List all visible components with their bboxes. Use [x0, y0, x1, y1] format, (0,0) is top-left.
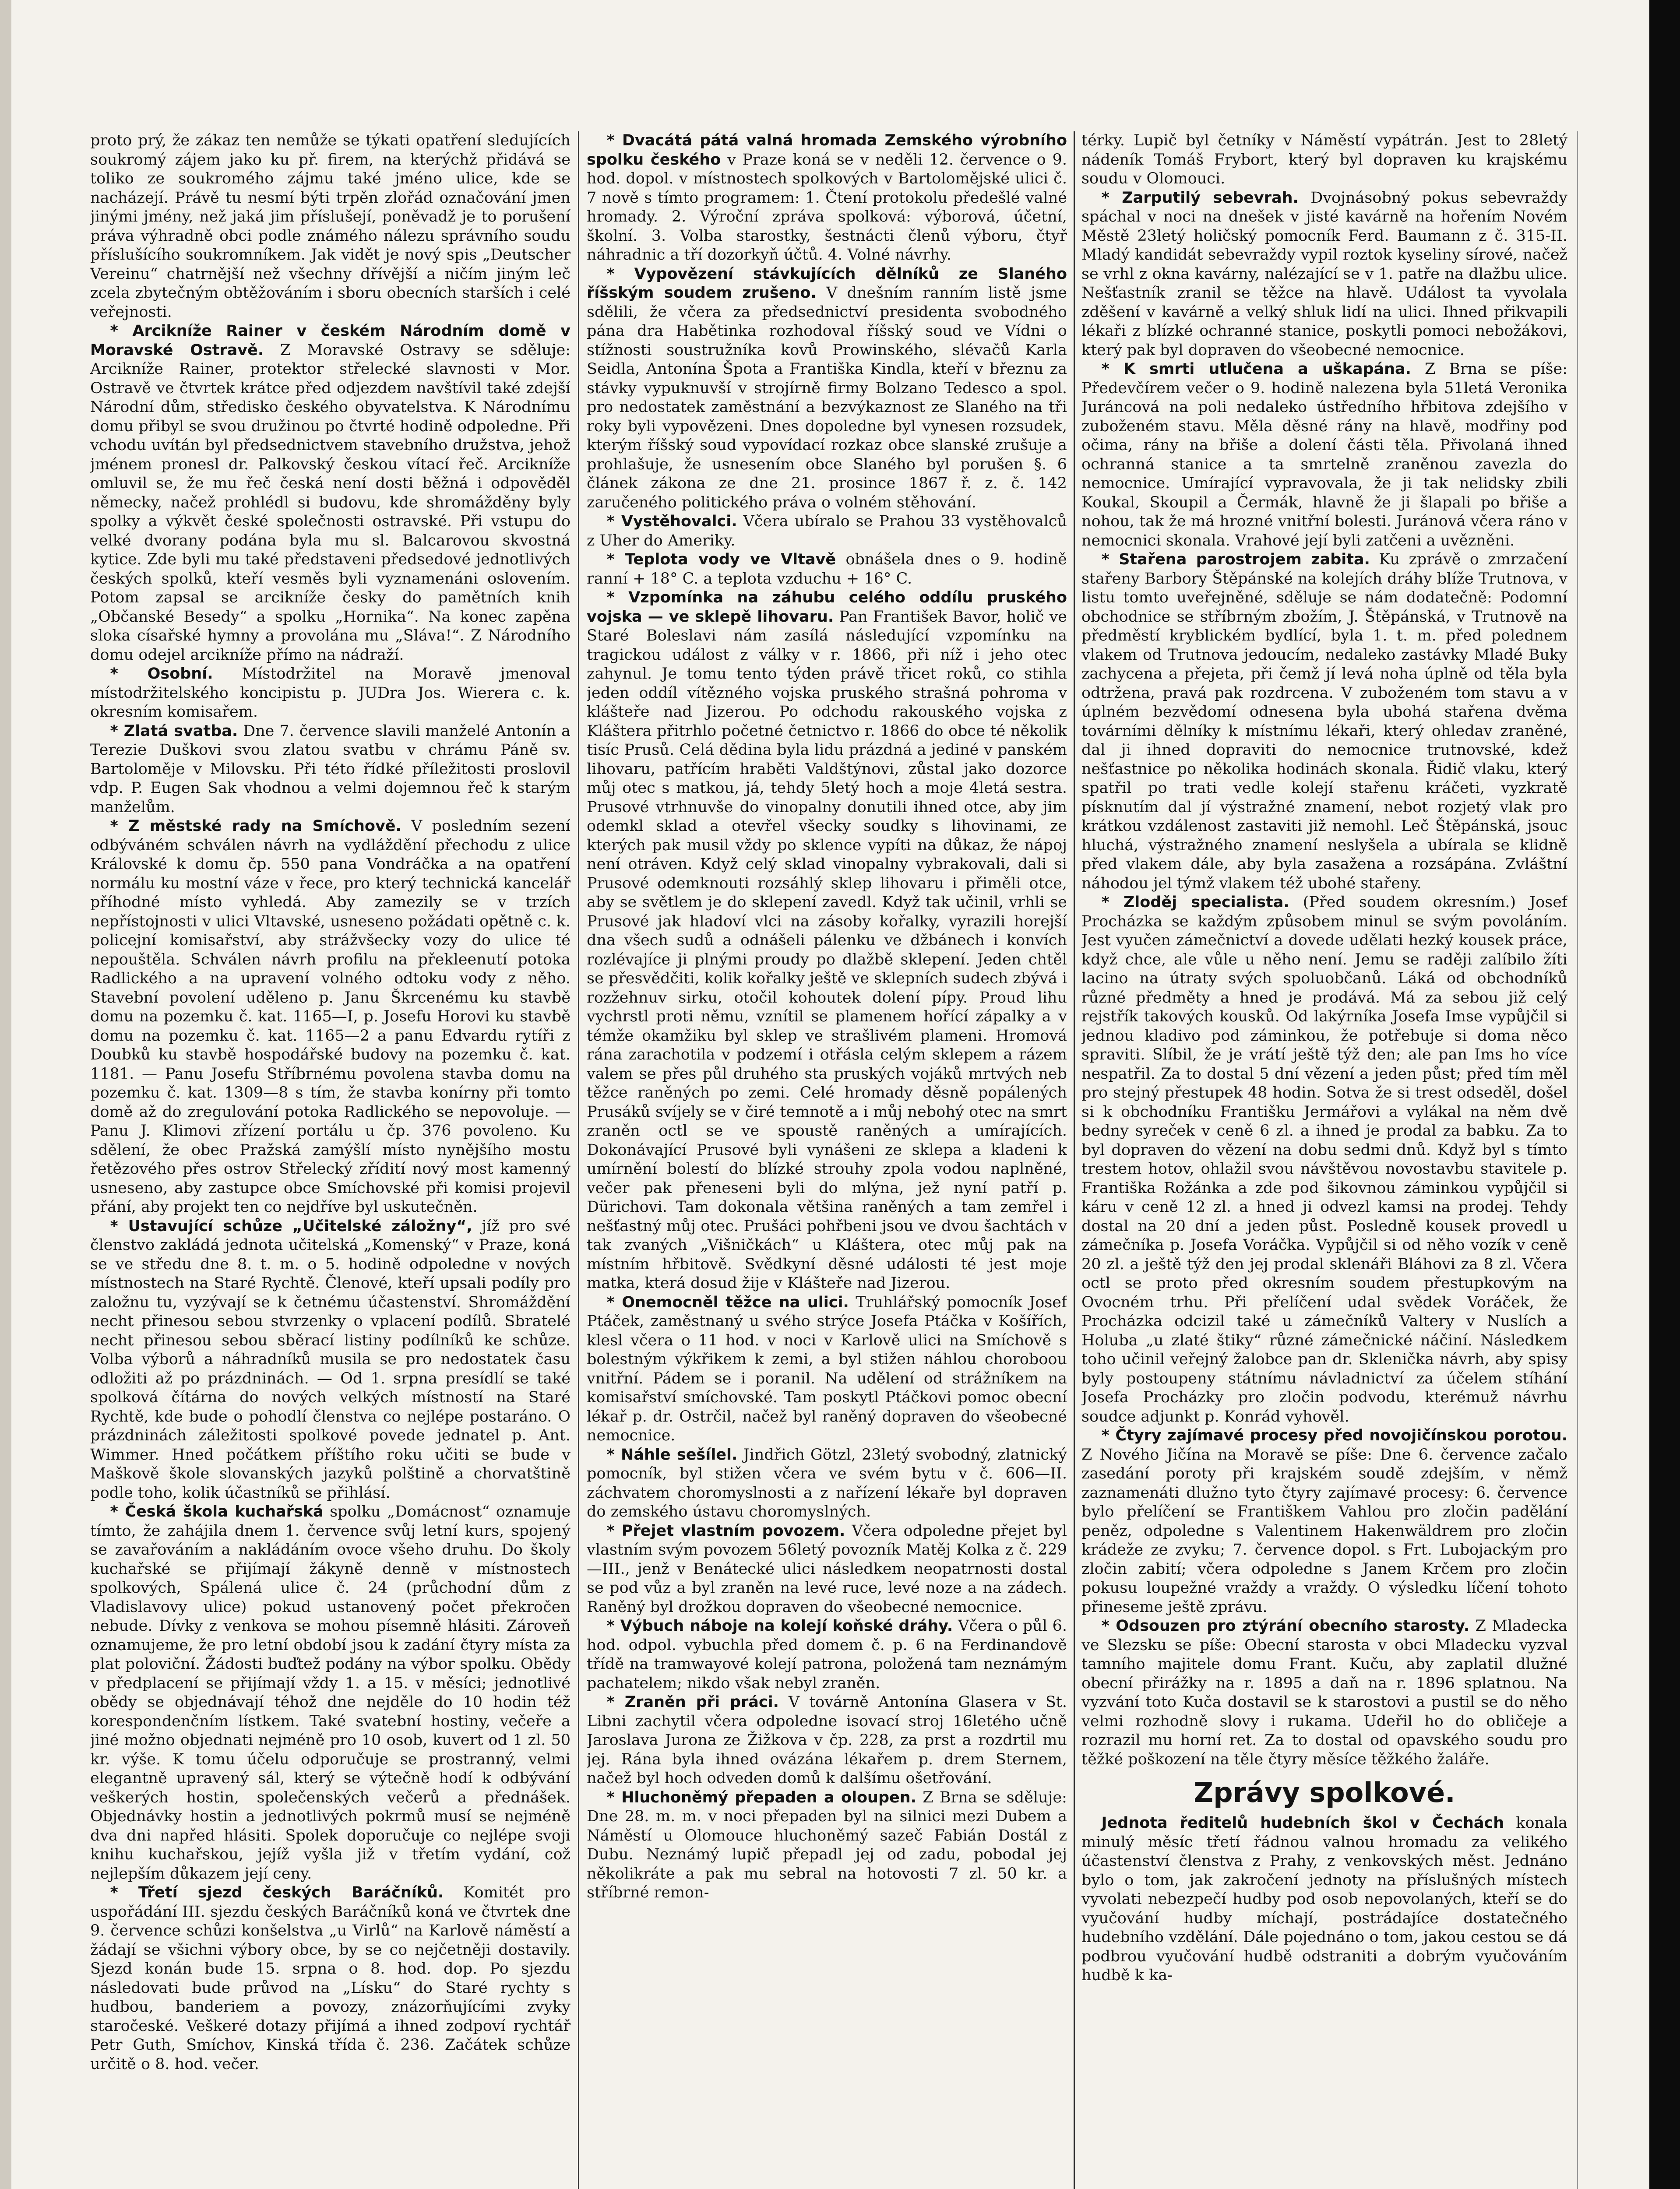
article-text: Z Nového Jičína na Moravě se píše: Dne 6. července začalo zasedání poroty při krajském soudě zdejším, v němž zaznamenáti dlužno tyto čtyry zajímavé procesy: 6. července bylo přelíčení se Františkem Vahlou pro zločin padělání peněz, odpoledne s Valentinem Hakenwäldrem pro zločin krádeže ze zvyku; 7. července dopol. s Frt. Lubojackým pro zločin zabití; včera odpoledne s Janem Krčem pro zločin pokusu loupežné vraždy a vraždy. O výsledku líčení tohoto přineseme ještě zprávu.	[1081, 1446, 1567, 1616]
column-1	[90, 131, 571, 2189]
article	[1081, 131, 1567, 189]
article	[1081, 1617, 1567, 1769]
article	[90, 131, 571, 322]
article-headline: * Odsouzen pro ztýrání obecního starosty.	[1101, 1617, 1470, 1635]
article	[587, 588, 1067, 1293]
article	[587, 1693, 1067, 1788]
article-headline: * Osobní.	[110, 665, 213, 683]
article-headline: * Onemocněl těžce na ulici.	[606, 1293, 849, 1311]
article-text: proto prý, že zákaz ten nemůže se týkati opatření sledujících soukromý zájem jako ku př. firem, na kterýchž přidává se toliko ze soukromého zájmu také jméno ulice, kde se nacházejí. Právě tu nesmí býti trpěn zlořád označování jmen jinými jmény, než jaká jim příslušejí, poněvadž je to porušení práva výhradně obci podle známého nálezu správního soudu příslušícího soukromníkem. Jak vidět je nový spis „Deutscher Vereinu“ chatrnější než všechny dřívější a ničím jiným leč zcela zbytečným obtěžováním i sboru obecních starších i celé veřejnosti.	[90, 132, 571, 321]
column-rule	[1577, 131, 1578, 2189]
column-rule	[578, 131, 579, 2189]
section-title: Zprávy spolkové.	[1194, 1777, 1455, 1809]
article	[587, 512, 1067, 550]
article-text: spolku „Domácnost“ oznamuje tímto, že zahájila dnem 1. července svůj letní kurs, spojený se zavařováním a nakládáním ovoce všeho druhu. Do školy kuchařské se přijímají žákyně denně v místnostech spolkových, Spálená ulice č. 24 (průchodní dům z Vladislavovy ulice) pokud ustanovený počet překročen nebude. Dívky z venkova se mohou písemně hlásiti. Zároveň oznamujeme, že pro letní období jsou k zadání čtyry místa za plat poloviční. Žádosti buďtež podány na výbor spolku. Obědy v předplacení se přijímají vždy 1. a 15. v měsíci; jednotlivé obědy se objednávají téhož dne nejděle do 10 hodin též korespondenčním lístkem. Také svatební hostiny, večeře a jiné možno objednati nejméně pro 10 osob, kuvert od 1 zl. 50 kr. výše. K tomu účelu odporučuje se prostranný, velmi elegantně upravený sál, který se výtečně hodí k odbývání veškerých hostin, společenských večerů a přednášek. Objednávky hostin a jednotlivých pokrmů musí se nejméně dva dni napřed hlásiti. Spolek doporučuje co nejlépe svoji knihu kuchařskou, jejíž vyšla již v třetím vydání, což nejlepším důkazem její ceny.	[90, 1503, 571, 1883]
article-headline: * Náhle sešílel.	[606, 1446, 738, 1464]
article-headline: * Přejet vlastním povozem.	[606, 1522, 845, 1540]
page-edge-left	[0, 0, 11, 2189]
article-headline: * Zlatá svatba.	[110, 722, 238, 740]
article-text: Dne 7. července slavili manželé Antonín a Terezie Duškovi svou zlatou svatbu v chrámu Páně sv. Bartoloměje v Milovsku. Při této řídké příležitosti proslovil vdp. P. Eugen Sak vhodnou a velmi dojemnou řeč k starým manželům.	[90, 722, 571, 816]
article-headline: * Zloděj specialista.	[1101, 894, 1289, 911]
article-headline: * Teplota vody ve Vltavě	[606, 551, 836, 568]
article-text: Místodržitel na Moravě jmenoval místodržitelského koncipistu p. JUDra Jos. Wierera c. k. okresním komisařem.	[90, 665, 571, 721]
article	[90, 722, 571, 817]
article-text: V továrně Antonína Glasera v St. Libni zachytil včera odpoledne isovací stroj 16letého učně Jaroslava Jurona ze Žižkova v čp. 228, za prst a rozdrtil mu jej. Rána byla ihned ovázána lékařem p. drem Sternem, načež byl hoch odveden domů k dalšímu ošetřování.	[587, 1693, 1067, 1787]
article-text: Z Brna se sděluje: Dne 28. m. m. v noci přepaden byl na silnici mezi Dubem a Náměstí u Olomouce hluchoněmý sazeč Fabián Dostál z Dubu. Neznámý lupič přepadl jej od zadu, pobodal jej několikráte a pak mu sebral na hotovosti 7 zl. 50 kr. a stříbrné remon-	[587, 1788, 1067, 1901]
article	[1081, 1814, 1567, 1985]
article-headline: * Vzpomínka na záhubu celého oddílu pruského vojska — ve sklepě lihovaru.	[587, 589, 1067, 626]
article	[90, 817, 571, 1217]
column-rule	[1074, 131, 1075, 2189]
article-headline: * Vypovězení stávkujících dělníků ze Slaného říšským soudem zrušeno.	[587, 265, 1067, 302]
article-text: Jindřich Götzl, 23letý svobodný, zlatnický pomocník, byl stižen včera ve svém bytu v č. 606—II. záchvatem choromyslnosti a z nařízení lékaře byl dopraven do zemského ústavu choromyslných.	[587, 1446, 1067, 1520]
article-text: Z Mladecka ve Slezsku se píše: Obecní starosta v obci Mladecku vyzval tamního majitele domu Frant. Kuču, aby zaplatil dlužné obecní přirážky na r. 1895 a daň na r. 1896 splatnou. Na vyzvání toto Kuča dostavil se k starostovi a pustil se do něho velmi rozhodně slovy i rukama. Udeřil ho do obličeje a rozrazil mu horní ret. Za to dostal od opavského soudu pro těžké poškození na těle čtyry měsíce těžkého žaláře.	[1081, 1617, 1567, 1768]
article-text: térky. Lupič byl četníky v Náměstí vypátrán. Jest to 28letý nádeník Tomáš Frybort, který byl dopraven ku krajskému soudu v Olomouci.	[1081, 132, 1567, 187]
article-headline: * Čtyry zajímavé procesy před novojičínskou porotou.	[1101, 1427, 1567, 1444]
article-headline: * Česká škola kuchařská	[110, 1503, 324, 1520]
article-text: (Před soudem okresním.) Josef Procházka se každým způsobem minul se svým povoláním. Jest vyučen zámečnictví a dovede udělati hezký kousek práce, když chce, ale vůle u něho není. Jemu se raději zalíbilo žíti lacino na útraty svých spoluobčanů. Láká od obchodníků různé předměty a hned je prodává. Má za sebou již celý rejstřík takových kousků. Od lakýrníka Josefa Imse vypůjčil si jednou kladivo pod záminkou, že potřebuje si doma něco spraviti. Slíbil, že je vrátí ještě týž den; ale pan Ims ho více nespatřil. Za to dostal 5 dní vězení a jeden půst; před tím měl pro stejný přestupek 48 hodin. Sotva že si trest odseděl, došel si k obchodníku Františku Jermářovi a vylákal na něm dvě bedny syreček v ceně 6 zl. a ihned je prodal za babku. Za to byl dopraven do vězení na dobu sedmi dnů. Když byl s tímto trestem hotov, ohlažil svou návštěvou novostavbu stavitele p. Františka Rožánka a zde pod šikovnou záminkou vypůjčil si káru v ceně 12 zl. a hned ji odvezl kamsi na prodej. Tehdy dostal na 20 dní a jeden půst. Posledně kousek provedl u zámečníka p. Josefa Voráčka. Vypůjčil si od něho vozík v ceně 20 zl. a ještě týž den jej prodal sklenáři Bláhovi za 8 zl. Včera octl se proto před okresním soudem přestupkovým na Ovocném trhu. Při přelíčení udal svědek Voráček, že Procházka odcizil také u zámečníků Valtery v Nuslích a Holuba „u zlaté štiky“ různé zámečnické náčiní. Následkem toho učinil veřejný žalobce pan dr. Sklenička návrh, aby spisy byly postoupeny státnímu návladnictví za účelem stíhání Josefa Procházky pro zločin podvodu, kterémuž návrhu soudce adjunkt p. Konrád vyhověl.	[1081, 894, 1567, 1425]
column-3	[1081, 131, 1567, 2189]
article	[1081, 189, 1567, 360]
article	[587, 1788, 1067, 1903]
article	[587, 1617, 1067, 1693]
article-headline: * Třetí sjezd českých Baráčníků.	[110, 1884, 444, 1901]
article-headline: * Z městské rady na Smíchově.	[110, 817, 402, 835]
article	[90, 322, 571, 665]
article-text: Ku zprávě o zmrzačení stařeny Barbory Štěpánské na kolejích dráhy blíže Trutnova, v listu tomto uveřejněné, sděluje se nám dodatečně: Podomní obchodnice se stříbrným zbožím, J. Štěpánská, v Trutnově na předměstí kryblickém bydlící, byla 1. t. m. před polednem vlakem od Trutnova jedoucím, nedaleko zastávky Mladé Buky zachycena a přejeta, při čemž jí levá noha úplně od těla byla odtržena, pravá pak rozdrcena. V zuboženém tom stavu a v úplném bezvědomí odnesena byla ubohá stařena dvěma továrními dělníky k místnímu lékaři, který ohledav zraněné, dal ji ihned dopraviti do nemocnice trutnovské, kdež nešťastnice po několika hodinách skonala. Řidič vlaku, který spatřil po trati vedle kolejí stařenu kráčeti, vyzkratě písknutím dal jí výstražné znamení, nebot rozjetý vlak pro krátkou vzdálenost zastaviti již nemohl. Leč Štěpánská, jsouc hluchá, výstražného znamení neslyšela a ubírala se klidně před vlakem dále, aby byla zasažena a rozsápána. Zvláštní náhodou jel týmž vlakem též ubohé stařeny.	[1081, 551, 1567, 892]
article-headline: * Arcikníže Rainer v českém Národním domě v Moravské Ostravě.	[90, 322, 571, 359]
article	[1081, 1426, 1567, 1617]
article	[1081, 550, 1567, 893]
article	[587, 1446, 1067, 1522]
article-text: Z Brna se píše: Předevčírem večer o 9. hodině nalezena byla 51letá Veronika Juráncová na poli nedaleko ústředního hřbitova zdejšího v zuboženém stavu. Měla děsné rány na hlavě, modřiny pod očima, rány na břiše a dolení části těla. Přivolaná ihned ochranná stanice a ta smrtelně zraněnou zavezla do nemocnice. Umírající vypravovala, že ji tak nelidsky zbili Koukal, Skoupil a Čermák, hlavně že ji šlapali po břiše a nohou, tak že má hrozné vnitřní bolesti. Juránová včera ráno v nemocnici skonala. Vrahové její byli zatčeni a uvězněni.	[1081, 360, 1567, 549]
article-text: Včera ubíralo se Prahou 33 vystěhovalců z Uher do Ameriky.	[587, 513, 1067, 549]
article	[587, 1293, 1067, 1446]
article	[587, 131, 1067, 265]
article-text: Komitét pro uspořádání III. sjezdu českých Baráčníků koná ve čtvrtek dne 9. července schůzi konšelstva „u Virlů“ na Karlově náměstí a žádají se všichni výbory obce, by se co nejčetněji dostavily. Sjezd konán bude 15. srpna o 8. hod. dop. Po sjezdu následovati bude průvod na „Lísku“ do Staré rychty s hudbou, banderiem a povozy, znázorňujícími zvyky staročeské. Veškeré dotazy přijímá a ihned zodpoví rychtář Petr Guth, Smíchov, Kinská třída č. 236. Začátek schůze určitě o 8. hod. večer.	[90, 1884, 571, 2073]
article	[587, 265, 1067, 513]
article-headline: * Zraněn při práci.	[606, 1693, 779, 1711]
article-text: Pan František Bavor, holič ve Staré Boleslavi nám zasílá následující vzpomínku na tragickou událost z války v r. 1866, při níž i jeho otec zahynul. Je tomu tento týden právě třicet roků, co stihla jeden oddíl vítězného vojska pruského strašná pohroma v klášteře nad Jizerou. Po odchodu rakouského vojska z Kláštera přitrhlo početné četnictvo r. 1866 do obce té několik tisíc Prusů. Celá dědina byla lidu prázdná a jediné v panském lihovaru, patřícím hraběti Valdštýnovi, zůstal jako dozorce můj otec s matkou, já, tehdy 5letý hoch a moje 4letá sestra. Prusové vtrhnuvše do vinopalny donutili ihned otce, aby jim odemkl sklad a otevřel všecky soudky s lihovinami, ze kterých pak musil vždy po sklence vypíti na důkaz, že nápoj není otráven. Když celý sklad vinopalny vybrakovali, dali si Prusové odemknouti rozsáhlý sklep lihovaru i přiměli otce, aby se světlem je do sklepení zavedl. Když tak učinil, vrhli se Prusové jak hladoví vlci na zásoby kořalky, vyrazili horejší dna všech sudů a odnášeli pálenku ve džbánech i konvích rozlévajíce ji plnými proudy po dlažbě sklepení. Jeden chtěl se přesvědčiti, kolik kořalky ještě ve sklepních sudech zbývá i rozžehnuv sirku, otočil kohoutek dolení pípy. Proud lihu vychrstl proti němu, vznítil se plamenem hořící zápalky a v témže okamžiku byl sklep ve strašlivém plameni. Hromová rána zarachotila v podzemí i otřásla celým sklepem a rázem valem se přes půl druhého sta pruských vojáků mrtvých neb těžce raněných po zemi. Celé hromady děsně popálených Prusáků svíjely se v čiré temnotě a i můj nebohý otec na smrt zraněn octl se ve spoustě raněných a umírajících. Dokonávající Prusové byli vynášeni ze sklepa a kladeni k umírnění bolestí do blízké strouhy zpola vodou naplněné, večer pak přeneseni byli do mlýna, jež nyní patří p. Dürichovi. Tam dokonala většina raněných a tam zemřel i nešťastný můj otec. Prušáci pohřbeni jsou ve dvou šachtách v tak zvaných „Višničkách“ u Kláštera, otec můj pak na místním hřbitově. Svědkyní děsné události té jest moje matka, která dosud žije v Klášteře nad Jizerou.	[587, 608, 1067, 1292]
article-headline: * Ustavující schůze „Učitelské záložny“,	[110, 1217, 472, 1235]
article-text: Včera odpoledne přejet byl vlastním svým povozem 56letý povozník Matěj Kolka z č. 229—III., jenž v Benátecké ulici následkem neopatrnosti dostal se pod vůz a byl zraněn na levé ruce, levé noze a na zádech. Raněný byl drožkou dopraven do všeobecné nemocnice.	[587, 1522, 1067, 1616]
column-2	[587, 131, 1067, 2189]
article-headline: * K smrti utlučena a uškapána.	[1101, 360, 1411, 378]
article	[1081, 893, 1567, 1426]
article-text: obnášela dnes o 9. hodině ranní + 18° C. a teplota vzduchu + 16° C.	[587, 551, 1067, 588]
article	[90, 1503, 571, 1883]
article-text: jíž pro své členstvo zakládá jednota učitelská „Komenský“ v Praze, koná se ve středu dne 8. t. m. o 5. hodině odpoledne v nových místnostech na Staré Rychtě. Členové, kteří upsali podíly pro založnu tu, vyzývají se k četnému účastenství. Shromáždění necht přinesou sebou stvrzenky o vplacení podílů. Sbratelé necht přinesou sebou sběrací listiny podílníků ke schůze. Volba výborů a náhradníků musila se pro nedostatek času odložiti až po prázdninách. — Od 1. srpna presídlí se také spolková čítárna do nových velkých místností na Staré Rychtě, kde bude o pohodlí členstva co nejlépe postaráno. O prázdninách záležitosti spolkové povede jednatel p. Ant. Wimmer. Hned počátkem příštího roku učiti se bude v Maškově škole slovanských jazyků polštině a chorvatštině podle toho, kolik účastníků se přihlásí.	[90, 1217, 571, 1502]
article-headline: * Stařena parostrojem zabita.	[1101, 551, 1370, 568]
article	[90, 1883, 571, 2074]
article-text: Dvojnásobný pokus sebevraždy spáchal v noci na dnešek v jisté kavárně na hořením Novém Městě 23letý holičský pomocník Ferd. Baumann z č. 315-II. Mladý kandidát sebevraždy vypil roztok kyseliny sírové, načež se vrhl z okna kavárny, nalézající se v 1. patře na dlažbu ulice. Nešťastník zranil se těžce na hlavě. Událost ta vyvolala zděšení v kavárně a velký shluk lidí na ulici. Ihned přikvapili lékaři z blízké ochranné stanice, poskytli pomoci nebožákovi, který pak byl dopraven do všeobecné nemocnice.	[1081, 189, 1567, 359]
article-headline: * Dvacátá pátá valná hromada Zemského výrobního spolku českého	[587, 132, 1067, 169]
article	[587, 1522, 1067, 1617]
page-edge-right	[1649, 0, 1680, 2189]
article	[90, 1217, 571, 1503]
article-text: V dnešním ranním listě jsme sdělili, že včera za předsednictví presidenta svobodného pána dra Habětinka rozhodoval říšský soud ve Vídni o stížnosti soustružníka kovů Prowinského, slévačů Karla Seidla, Antonína Špota a Františka Kindla, kteří v březnu za stávky vypuknuvší v strojírně firmy Bolzano Tedesco a spol. pro nedostatek zaměstnání a bezvýkaznost ze Slaného na tři roky byli vypovězeni. Dnes dopoledne byl vynesen rozsudek, kterým říšský soud vypovídací rozkaz obce slanské zrušuje a prohlašuje, že usnesením obce Slaného byl porušen §. 6 článek zákona ze dne 21. prosince 1867 ř. z. č. 142 zaručeného politického práva o volném stěhování.	[587, 284, 1067, 511]
article-text: konala minulý měsíc třetí řádnou valnou hromadu za velikého účastenství členstva z Prahy, z venkovských měst. Jednáno bylo o tom, jak zakročení jednoty na příslušných místech vyvolati nebezpečí hudby pod osob nepovolaných, kteří se do vyučování hudby míchají, postrádajíce dostatečného hudebního vzdělání. Dále pojednáno o tom, jakou cestou se dá podbrou vyučování hudbě odstraniti a dobrým vyučováním hudbě k ka-	[1081, 1814, 1567, 1984]
article-text: V posledním sezení odbýváném schválen návrh na vydláždění přechodu z ulice Královské k domu čp. 550 pana Vondráčka a na opatření normálu ku mostní váze v řece, pro který technická kancelář příhodné místo vyhledá. Aby zamezily se v trzích nepřístojnosti v ulici Vltavské, usneseno požádati opětně c. k. policejní komisařství, aby strážvšecky vozy do ulice té nepouštěla. Schválen návrh profilu na překleenutí potoka Radlického a na upravení volného odtoku vody z něho. Stavební povolení uděleno p. Janu Škrcenému ku stavbě domu na pozemku č. kat. 1165—I, p. Josefu Horovi ku stavbě domu na pozemku č. kat. 1165—2 a panu Edvardu rytíři z Doubků ku stavbě hospodářské budovy na pozemku č. kat. 1181. — Panu Josefu Stříbrnému povolena stavba domu na pozemku č. kat. 1309—8 s tím, že stavba konírny při tomto domě až do zregulování potoka Radlického se nepovoluje. — Panu J. Klimovi zřízení portálu u čp. 376 povoleno. Ku sdělení, že obec Pražská zamýšlí místo nynějšího mostu řetězového přes ostrov Střelecký zřídití nový most kamenný usneseno, aby zastupce obce Smíchovské při komisi projevil přání, aby projekt ten co nejdříve byl uskutečněn.	[90, 817, 571, 1216]
article-headline: Jednota ředitelů hudebních škol v Čechách	[1101, 1814, 1504, 1832]
article-text: v Praze koná se v neděli 12. července o 9. hod. dopol. v místnostech spolkových v Bartolomějské ulici č. 7 nově s tímto programem: 1. Čtení protokolu předešlé valné hromady. 2. Výroční zpráva spolková: výborová, účetní, školní. 3. Volba starostky, šestnácti členů výboru, čtyř náhradnic a tří dozorkyň účtů. 4. Volné návrhy.	[587, 151, 1067, 264]
article	[90, 665, 571, 722]
article-text: Truhlářský pomocník Josef Ptáček, zaměstnaný u svého strýce Josefa Ptáčka v Košířích, klesl včera o 11 hod. v noci v Karlově ulici na Smíchově s bolestným výkřikem k zemi, a byl stižen náhlou choroboou vnitřní. Pádem se i poranil. Na udělení od strážníkem na komisařství smíchovské. Tam poskytl Ptáčkovi pomoc obecní lékař p. dr. Ostrčil, načež byl raněný dopraven do všeobecné nemocnice.	[587, 1293, 1067, 1444]
article-headline: * Hluchoněmý přepaden a oloupen.	[606, 1788, 916, 1806]
article-text: Z Moravské Ostravy se sděluje: Arcikníže Rainer, protektor střelecké slavnosti v Mor. Ostravě ve čtvrtek krátce před odjezdem navštívil také zdejší Národní dům, středisko českého obyvatelstva. K Národnímu domu přibyl se svou družinou po čtvrté hodině odpoledne. Při vchodu uvítán byl předsednictvem stavebního družstva, jehož jménem pronesl dr. Palkovský českou vítací řeč. Arcikníže omluvil se, že mu řeč česká není dosti běžná i odpověděl německy, načež prohlédl si budovu, kde shromážděny byly spolky a výkvět české společnosti ostravské. Při vstupu do velké dvorany podána byla mu sl. Balcarovou skvostná kytice. Zde byli mu také představeni předsedové jednotlivých českých spolků, kteří vesměs byli vyznamenáni oslovením. Potom zapsal se arcikníže česky do pamětních knih „Občanské Besedy“ a spolku „Hornika“. Na konec zapěna sloka císařské hymny a provolána mu „Sláva!“. Z Národního domu odejel arcikníže přímo na nádraží.	[90, 341, 571, 664]
article	[1081, 360, 1567, 550]
article-headline: * Vystěhovalci.	[606, 513, 737, 530]
article-headline: * Výbuch náboje na kolejí koňské dráhy.	[606, 1617, 953, 1635]
article	[587, 550, 1067, 588]
article-headline: * Zarputilý sebevrah.	[1101, 189, 1299, 207]
article-text: Včera o půl 6. hod. odpol. vybuchla před domem č. p. 6 na Ferdinandově třídě na tramwayové kolejí patrona, položená tam neznámým pachatelem; nikdo však nebyl zraněn.	[587, 1617, 1067, 1692]
